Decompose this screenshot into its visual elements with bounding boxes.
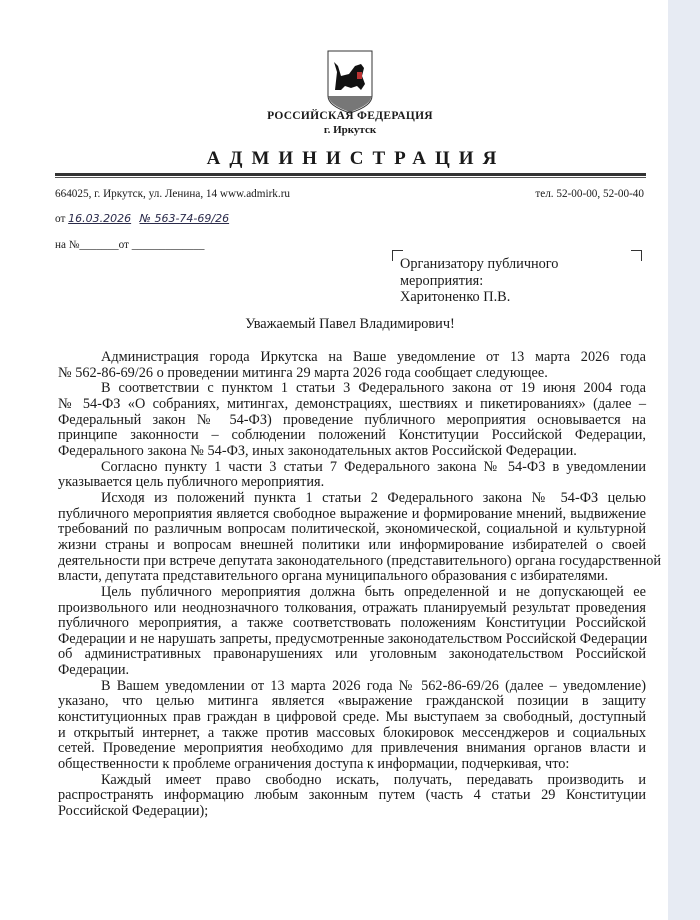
organization-title: АДМИНИСТРАЦИЯ: [206, 148, 506, 169]
text-line: публичного мероприятия, а также соответствовать положениям Конституции Российской: [58, 615, 646, 632]
text-line: распространять информацию любым законным путем (часть 4 статьи 29 Конституции: [58, 787, 646, 804]
text-line: власти, депутата представительного органа муниципального образования с избирателями.: [58, 568, 609, 585]
address-corner-right: [631, 250, 642, 261]
text-line: № 562-86-69/26 о проведении митинга 29 марта 2026 года сообщает следующее.: [58, 364, 548, 381]
text-line: № 54-ФЗ «О собраниях, митингах, демонстрациях, шествиях и пикетированиях» (далее –: [58, 395, 646, 412]
text-line: Согласно пункту 1 части 3 статьи 7 Федерального закона № 54-ФЗ в уведомлении: [101, 458, 646, 475]
text-line: конституционных прав граждан в цифровой среде. Мы выступаем за свободный, доступный: [58, 709, 646, 726]
text-line: Исходя из положений пункта 1 статьи 2 Федерального закона № 54-ФЗ целью: [101, 489, 646, 506]
text-line: Каждый имеет право свободно искать, получать, передавать производить и: [101, 771, 646, 788]
text-line: сетей. Проведение мероприятия необходимо для привлечения внимания органов власти и: [58, 740, 646, 757]
text-line: и открытый интернет, а также против массовых блокировок мессенджеров и социальных: [58, 724, 646, 741]
text-line: об административных правонарушениях или уголовным законодательством Российской: [58, 646, 646, 663]
reply-reference: на №_______от _____________: [55, 239, 205, 251]
document-date: 16.03.2026: [68, 212, 132, 225]
text-line: Федерации и не нарушать запреты, предусмотренные законодательством Российской Федерации: [58, 630, 648, 647]
org-address: 664025, г. Иркутск, ул. Ленина, 14 www.admirk.ru: [55, 188, 291, 200]
header-divider-thin: [55, 177, 646, 178]
text-line: произвольного или неоднозначного толкования, отражать планируемый результат проведения: [58, 599, 646, 616]
addressee-line: Организатору публичного: [400, 256, 559, 272]
paragraph: [58, 489, 662, 585]
city-heading: г. Иркутск: [323, 124, 377, 136]
text-line: Федеральный закон № 54-ФЗ) проведение публичного мероприятия основывается на: [58, 411, 646, 428]
text-line: Цель публичного мероприятия должна быть определенной и не допускающей ее: [101, 583, 646, 600]
text-line: Российской Федерации);: [58, 803, 209, 820]
text-line: Федерации.: [58, 662, 130, 679]
text-line: общественности к проблеме ограничения доступа к информации, подчеркивая, что:: [58, 756, 570, 773]
text-line: указывается цель публичного мероприятия.: [58, 474, 325, 491]
org-phone: тел. 52-00-00, 52-00-40: [535, 188, 644, 200]
text-line: деятельности при встрече депутата законодательного (представительного) органа государственной: [58, 552, 662, 569]
text-line: Федерального закона № 54-ФЗ, иных законодательных актов Российской Федерации.: [58, 442, 577, 459]
document-number: № 563-74-69/26: [139, 212, 230, 225]
text-line: требований по различным вопросам политической, экономической, социальной и культурной: [58, 521, 646, 538]
outgoing-reference: [55, 212, 229, 225]
paragraph: [58, 460, 646, 491]
country-heading: РОССИЙСКАЯ ФЕДЕРАЦИЯ: [267, 110, 433, 122]
addressee-name: Харитоненко П.В.: [400, 289, 511, 305]
paragraph: [58, 585, 646, 679]
text-line: указано, что целью митинга является «выражение гражданской позиции в защиту: [58, 693, 646, 710]
letter-body: [58, 349, 662, 820]
page-margin-strip: [668, 0, 700, 920]
text-line: В соответствии с пунктом 1 статьи 3 Федерального закона от 19 июня 2004 года: [101, 380, 646, 397]
salutation: Уважаемый Павел Владимирович!: [245, 316, 455, 332]
text-line: публичного мероприятия является свободное выражение и формирование мнений, выдвижение: [58, 505, 646, 522]
irkutsk-coat-of-arms-icon: [327, 50, 373, 114]
paragraph: [58, 381, 646, 459]
paragraph: [58, 350, 646, 381]
text-line: Администрация города Иркутска на Ваше уведомление от 13 марта 2026 года: [101, 349, 646, 365]
addressee-block: [400, 256, 558, 306]
date-prefix: от: [55, 213, 66, 225]
paragraph: [58, 679, 646, 773]
text-line: В Вашем уведомлении от 13 марта 2026 года № 562-86-69/26 (далее – уведомление): [101, 677, 646, 694]
header-divider: [55, 173, 646, 176]
addressee-line: мероприятия:: [400, 272, 484, 289]
paragraph: [58, 773, 646, 820]
text-line: жизни страны и вопросам внешней политики или информирование избирателей о своей: [58, 536, 646, 553]
text-line: принципе законности – соблюдении положений Конституции Российской Федерации,: [58, 427, 646, 444]
